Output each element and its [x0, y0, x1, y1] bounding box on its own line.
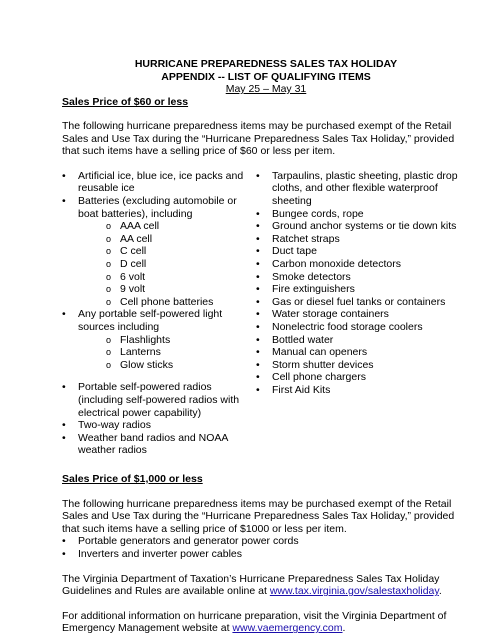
list-item: • Portable generators and generator power cords	[62, 535, 470, 548]
sub-list-item: o Lanterns	[106, 346, 252, 359]
section-heading-1000: Sales Price of $1,000 or less	[62, 472, 203, 485]
list-item: • Nonelectric food storage coolers	[256, 321, 466, 334]
list-item: • Bottled water	[256, 334, 466, 347]
list-item: • Inverters and inverter power cables	[62, 548, 470, 561]
holiday-dates: May 25 – May 31	[225, 83, 307, 95]
sub-list-item: o 9 volt	[106, 283, 252, 296]
qualifying-items-60	[62, 170, 470, 457]
light-sources-list	[78, 334, 252, 372]
list-item: • Tarpaulins, plastic sheeting, plastic drop cloths, and other flexible waterproof sheeting	[256, 170, 466, 208]
list-item: • Ground anchor systems or tie down kits	[256, 220, 466, 233]
document-subtitle: APPENDIX -- LIST OF QUALIFYING ITEMS	[161, 70, 371, 83]
sub-list-item: o D cell	[106, 258, 252, 271]
list-item: • Weather band radios and NOAA weather radios	[62, 432, 252, 457]
list-item: • Any portable self-powered light sources including o Flashlights o Lanterns o Glow sticks	[62, 308, 252, 371]
sub-list-item: o AAA cell	[106, 220, 252, 233]
section-heading-60: Sales Price of $60 or less	[62, 95, 189, 108]
list-item: • Artificial ice, blue ice, ice packs and reusable ice	[62, 170, 252, 195]
list-item: • Portable self-powered radios (including self-powered radios with electrical power capability)	[62, 381, 252, 419]
list-item: • Fire extinguishers	[256, 283, 466, 296]
battery-types-list	[78, 220, 252, 308]
section-intro-60: The following hurricane preparedness items may be purchased exempt of the Retail Sales and Use Tax during the “Hurricane Preparedness Sales Tax Holiday,” provided that such items have a selling price of $60 or less per item.	[62, 120, 455, 158]
section-intro-1000: The following hurricane preparedness items may be purchased exempt of the Retail Sales and Use Tax during the “Hurricane Preparedness Sales Tax Holiday,” provided that such items have a selling price of $1000 or less per item.	[62, 497, 455, 535]
list-item: • Bungee cords, rope	[256, 208, 466, 221]
items-column-left	[62, 170, 252, 457]
document-title: HURRICANE PREPAREDNESS SALES TAX HOLIDAY	[134, 58, 398, 70]
vdem-link[interactable]: www.vaemergency.com	[232, 622, 343, 635]
list-item: • Gas or diesel fuel tanks or containers	[256, 296, 466, 309]
guidelines-paragraph: The Virginia Department of Taxation’s Hurricane Preparedness Sales Tax Holiday Guidelines and Rules are available online at www.tax.virginia.gov/salestaxholiday.	[62, 572, 442, 598]
sub-list-item: o AA cell	[106, 233, 252, 246]
list-item: • Cell phone chargers	[256, 371, 466, 384]
list-item: • Storm shutter devices	[256, 359, 466, 372]
list-item: • Manual can openers	[256, 346, 466, 359]
info-paragraph: For additional information on hurricane preparation, visit the Virginia Department of Emergency Management website at www.vaemergency.com.	[62, 609, 447, 635]
guidelines-link[interactable]: www.tax.virginia.gov/salestaxholiday	[269, 585, 439, 598]
sub-list-item: o Flashlights	[106, 334, 252, 347]
list-item: • First Aid Kits	[256, 384, 466, 397]
sub-list-item: o 6 volt	[106, 271, 252, 284]
list-item: • Water storage containers	[256, 308, 466, 321]
sub-list-item: o C cell	[106, 245, 252, 258]
list-item: • Batteries (excluding automobile or boat batteries), including o AAA cell o AA cell o C cell o D cell o 6 volt o 9 volt o Cell phone batteries	[62, 195, 252, 308]
sub-list-item: o Glow sticks	[106, 359, 252, 372]
list-item: • Ratchet straps	[256, 233, 466, 246]
sub-list-item: o Cell phone batteries	[106, 296, 252, 309]
qualifying-items-1000	[62, 535, 470, 560]
items-column-right	[256, 170, 466, 457]
list-item: • Smoke detectors	[256, 271, 466, 284]
list-item: • Duct tape	[256, 245, 466, 258]
list-item: • Carbon monoxide detectors	[256, 258, 466, 271]
list-item: • Two-way radios	[62, 419, 252, 432]
